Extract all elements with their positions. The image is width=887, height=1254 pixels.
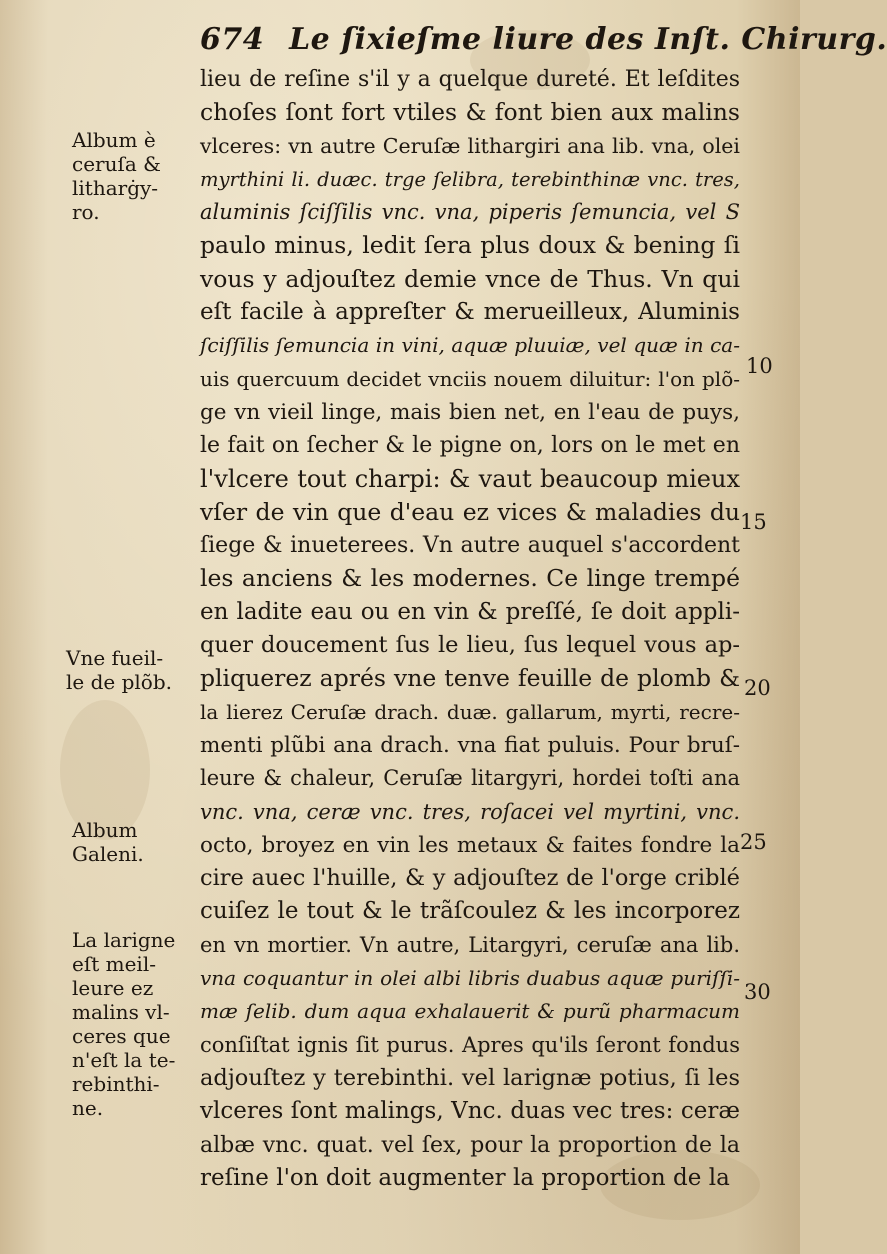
text-line: ge vn vieil linge, mais bien net, en l'eau de puys, [200,399,740,425]
margin-note-line: leure ez [72,976,154,1000]
text-line: le fait on ſecher & le pigne on, lors on le met en [200,433,740,459]
line-number: 25 [740,830,767,854]
text-line: la lierez Ceruſæ drach. duæ. gallarum, myrti, recre- [200,699,740,724]
text-line: pliquerez aprés vne tenve feuille de plomb & [200,664,740,693]
text-line: ſciſſilis ſemuncia in vini, aquæ pluuiæ, vel quæ in ca- [200,333,740,358]
margin-note-line: La larigne [72,928,176,952]
text-line: cuiſez le tout & le trãſcoulez & les incorporez [200,898,740,925]
margin-note-line: Galeni. [72,842,144,866]
text-line: adjouſtez y terebinthi. vel larignæ potius, ſi les [200,1064,740,1091]
line-number: 20 [744,676,771,700]
line-number: 30 [744,980,771,1004]
line-number: 15 [740,510,767,534]
text-line: paulo minus, ledit ſera plus doux & bening ſi [200,231,740,260]
running-head [200,22,887,57]
text-line: ſiege & inueterees. Vn autre auquel s'accordent [200,533,740,559]
margin-note-line: ne. [72,1096,104,1120]
text-line: vnc. vna, ceræ vnc. tres, roſacei vel myrtini, vnc. [200,799,740,824]
running-title: Le ſixieſme liure des Inſt. Chirurg. [289,22,887,57]
margin-note [66,646,188,694]
text-line: les anciens & les modernes. Ce linge trempé [200,564,740,593]
margin-note-line: eſt meil- [72,952,156,976]
text-line: l'vlcere tout charpi: & vaut beaucoup mieux [200,464,740,493]
text-line: menti plũbi ana drach. vna fiat puluis. Pour bruſ- [200,732,740,758]
text-line: myrthini li. duæc. trge ſelibra, terebinthinæ vnc. tres, [200,167,740,191]
text-line: vſer de vin que d'eau ez vices & maladies du [200,497,740,526]
text-line: uis quercuum decidet vnciis nouem diluitur: l'on plõ- [200,366,740,391]
margin-note [72,928,194,1120]
line-number: 10 [746,354,773,378]
text-line: en ladite eau ou en vin & preſſé, ſe doit appli- [200,598,740,625]
text-line: vous y adjouſtez demie vnce de Thus. Vn qui [200,264,740,293]
text-line: mæ ſelib. dum aqua exhalauerit & purũ pharmacum [200,999,740,1024]
text-line: octo, broyez en vin les metaux & faites fondre la [200,832,740,858]
text-line: en vn mortier. Vn autre, Litargyri, ceruſæ ana lib. [200,932,740,957]
text-line: quer doucement ſus le lieu, ſus lequel vous ap- [200,632,740,659]
page-number: 674 [200,22,265,57]
text-line: vlceres: vn autre Ceruſæ lithargiri ana lib. vna, olei [200,133,740,158]
text-line: cire auec l'huille, & y adjouſtez de l'orge criblé [200,865,740,892]
text-line: albæ vnc. quat. vel ſex, pour la proportion de la [200,1132,740,1158]
margin-note-line: Album è [72,128,156,152]
text-line: eſt facile à appreſter & merueilleux, Aluminis [200,299,740,326]
margin-note-line: n'eſt la te- [72,1048,176,1072]
text-line: leure & chaleur, Ceruſæ litargyri, hordei toſti ana [200,766,740,791]
text-line: vlceres ſont malings, Vnc. duas vec tres: ceræ [200,1098,740,1125]
margin-note-line: ceruſa & [72,152,161,176]
main-text-block [200,63,740,1195]
margin-note-line: ro. [72,200,100,224]
margin-note [72,818,194,866]
margin-note-line: litharġy- [72,176,159,200]
margin-note [72,128,194,224]
margin-note-line: le de plõb. [66,670,172,694]
text-line: lieu de reſine s'il y a quelque dureté. Et leſdites [200,67,740,92]
margin-note-line: Album [72,818,138,842]
text-line: aluminis ſciſſilis vnc. vna, piperis ſemuncia, vel S [200,200,740,225]
text-line: choſes ſont fort vtiles & font bien aux malins [200,98,740,127]
margin-note-line: malins vl- [72,1000,170,1024]
margin-note-line: ceres que [72,1024,171,1048]
margin-note-line: Vne fueil- [66,646,164,670]
margin-note-line: rebinthi- [72,1072,160,1096]
text-line: reſine l'on doit augmenter la proportion de la [200,1164,730,1191]
text-line: vna coquantur in olei albi libris duabus aquæ puriſſi- [200,966,740,991]
text-line: conſiſtat ignis ſit purus. Apres qu'ils ſeront fondus [200,1032,740,1057]
